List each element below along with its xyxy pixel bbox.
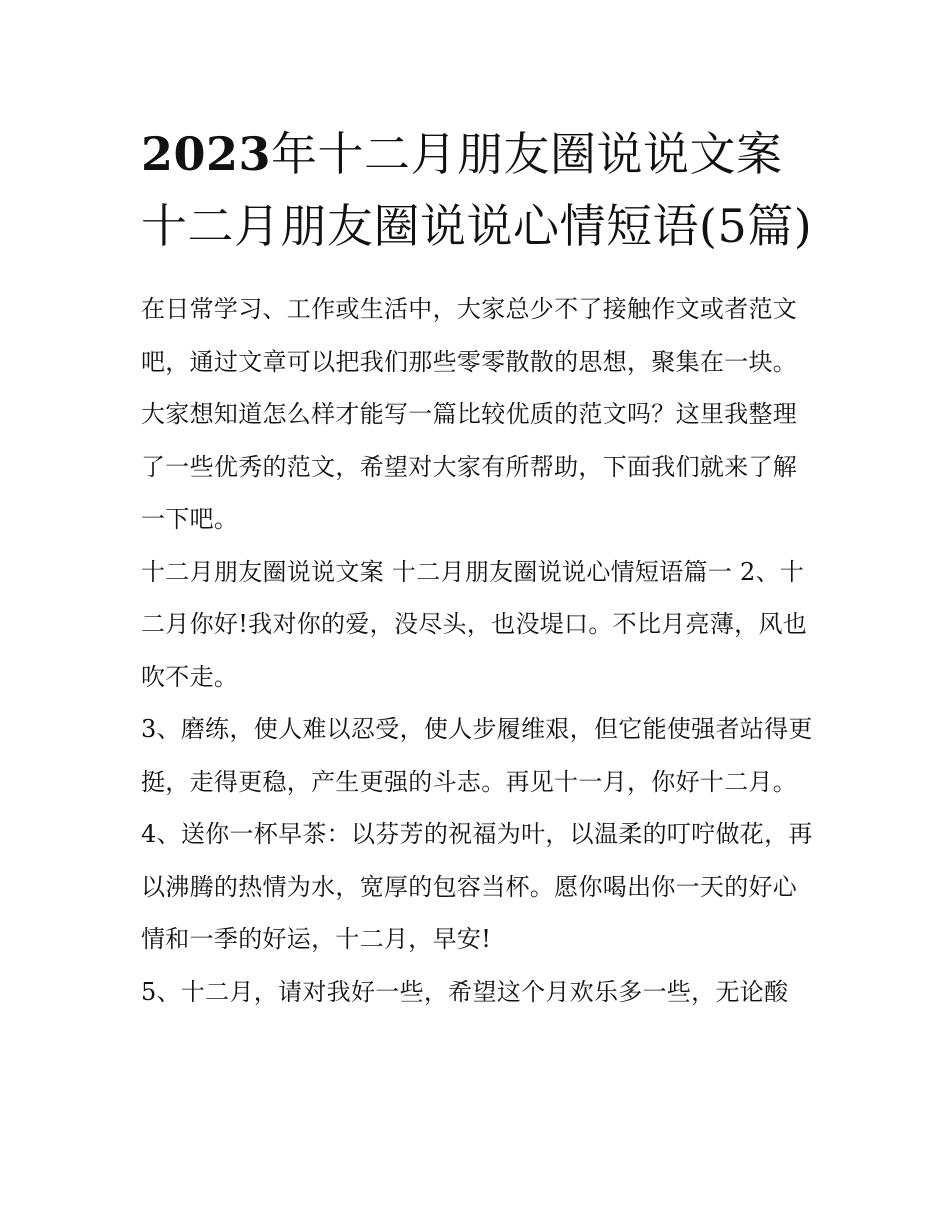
body-paragraph: 3、磨练，使人难以忍受，使人步履维艰，但它能使强者站得更挺，走得更稳，产生更强的斗志。再见十一月，你好十二月。 — [141, 715, 813, 796]
body-paragraph: 4、送你一杯早茶：以芬芳的祝福为叶，以温柔的叮咛做花，再以沸腾的热情为水，宽厚的包容当杯。愿你喝出你一天的好心情和一季的好运，十二月，早安! — [141, 820, 813, 953]
body-paragraph: 十二月朋友圈说说文案 十二月朋友圈说说心情短语篇一 2、十二月你好!我对你的爱，没尽头，也没堤口。不比月亮薄，风也吹不走。 — [141, 557, 808, 691]
body-paragraph: 5、十二月，请对我好一些，希望这个月欢乐多一些，无论酸 — [141, 977, 789, 1006]
title-text: 年十二月朋友圈说说文案十二月朋友圈说说心情短语(5篇) — [141, 127, 813, 253]
title-year: 2023 — [141, 127, 272, 181]
document-page — [141, 118, 813, 1018]
document-title — [141, 118, 813, 262]
intro-paragraph: 在日常学习、工作或生活中，大家总少不了接触作文或者范文吧，通过文章可以把我们那些零零散散的思想，聚集在一块。大家想知道怎么样才能写一篇比较优质的范文吗？这里我整理了一些优秀的范文，希望对大家有所帮助，下面我们就来了解一下吧。 — [141, 295, 798, 533]
